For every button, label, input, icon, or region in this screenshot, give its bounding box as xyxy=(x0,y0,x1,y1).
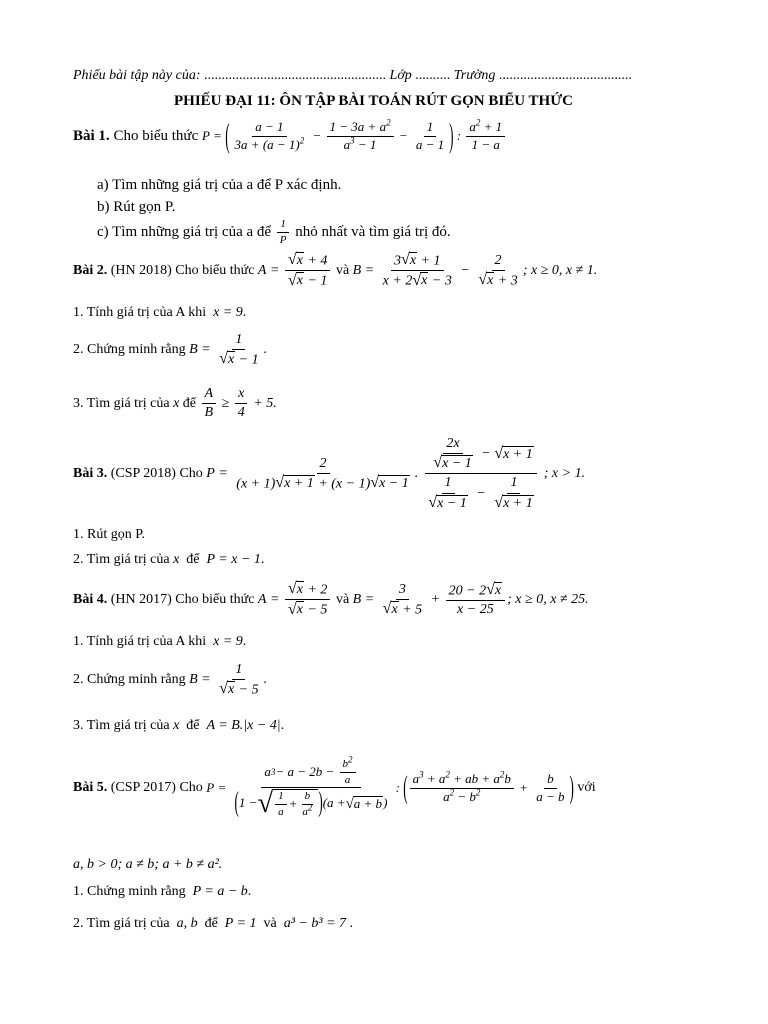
bai1-statement xyxy=(73,115,507,155)
bai5-q1: 1. Chứng minh rằng P = a − b. xyxy=(73,884,252,899)
bai5-cond: a, b > 0; a ≠ b; a + b ≠ a². xyxy=(73,857,223,872)
bai1-item-a: a) Tìm những giá trị của a để P xác định. xyxy=(97,177,342,193)
bai3-q1: 1. Rút gọn P. xyxy=(73,527,145,542)
bai2-and: và xyxy=(335,262,350,278)
bai1-formula: P = ( $\frac{a - 1}{3a + (a - 1)^2}$ − $\frac{1 - 3a + a^2}{a^3 - 1}$ − $\frac{1}{a - 1}$ ) : $\frac{a^2 + 1}{1 - a}$ xyxy=(202,120,507,153)
bai2-statement: Bài 2. (HN 2018) Cho biểu thức A = √ x + 4 √ x − 1 và B = 3 √ x + 1 x + 2 √ x − 3 − 2 √ x + 3 ; x ≥ 0, x ≠ 1. xyxy=(73,251,598,289)
bai2-label: Bài 2. xyxy=(73,262,108,278)
class-label: Lớp xyxy=(389,68,412,83)
bai4-q1: 1. Tính giá trị của A khi x = 9. xyxy=(73,634,247,649)
bai2-intro: (HN 2018) Cho biểu thức xyxy=(110,262,255,278)
page-title: PHIẾU ĐẠI 11: ÔN TẬP BÀI TOÁN RÚT GỌN BIỂU THỨC xyxy=(174,93,573,109)
bai4-cond: ; x ≥ 0, x ≠ 25. xyxy=(507,591,589,607)
bai3-intro: (CSP 2018) Cho xyxy=(110,465,203,481)
bai2-q2: 2. Chứng minh rằng B = 1 √ x − 1 . xyxy=(73,332,268,368)
school-dots: ...................................... xyxy=(498,68,632,83)
bai4-intro: (HN 2017) Cho biểu thức xyxy=(110,591,255,607)
bai5-q2: 2. Tìm giá trị của a, b để P = 1 và a³ − b³ = 7 . xyxy=(73,916,354,931)
bai2-q1: 1. Tính giá trị của A khi x = 9. xyxy=(73,305,247,320)
bai3-cond: ; x > 1. xyxy=(543,465,586,481)
bai4-statement: Bài 4. (HN 2017) Cho biểu thức A = √ x + 2 √ x − 5 và B = 3 √ x + 5 + 20 − 2 √ x x − 25 ; x ≥ 0, x ≠ 25. xyxy=(73,580,589,618)
bai4-q2: 2. Chứng minh rằng B = 1 √ x − 5 . xyxy=(73,662,268,698)
bai5-with: với xyxy=(577,780,596,796)
bai5-intro: (CSP 2017) Cho xyxy=(110,780,203,796)
bai2-cond: ; x ≥ 0, x ≠ 1. xyxy=(522,262,598,278)
bai1-intro: Cho biểu thức xyxy=(113,127,199,144)
bai5-statement: Bài 5. (CSP 2017) Cho P = a 3 − a − 2b − $\frac{b^2}{a}$ ( 1 − √ $\frac{1}{a}$ + $\frac{b}{a^2}$ ) (a + √ a + b ) : ( $\frac{a^3 + a^2 + ab + a^2b}{a^2 - b^2}$ + $\frac{b}{a - b}$ ) với xyxy=(73,754,596,819)
bai5-label: Bài 5. xyxy=(73,780,108,796)
bai1-label: Bài 1. xyxy=(73,127,110,144)
bai4-q3: 3. Tìm giá trị của x để A = B.|x − 4|. xyxy=(73,718,285,733)
bai4-and: và xyxy=(335,591,350,607)
bai3-label: Bài 3. xyxy=(73,465,108,481)
bai1-item-c: c) Tìm những giá trị của a để $\frac{1}{P}$ nhỏ nhất và tìm giá trị đó. xyxy=(97,218,451,246)
bai3-statement: Bài 3. (CSP 2018) Cho P = 2 (x + 1) √ x + 1 + (x − 1) √ x − 1 . 2x √ x − 1 − √ x + 1 1 √ x − 1 − 1 √ x + 1 ; x > 1. xyxy=(73,436,586,511)
owner-dots: .................................................... xyxy=(204,68,387,83)
class-dots: .......... xyxy=(415,68,451,83)
bai2-q3: 3. Tìm giá trị của x để $\frac{A}{B}$ ≥ $\frac{x}{4}$ + 5. xyxy=(73,386,277,421)
school-label: Trường xyxy=(453,68,496,83)
bai4-label: Bài 4. xyxy=(73,591,108,607)
worksheet-owner-line xyxy=(73,68,632,84)
bai3-q2: 2. Tìm giá trị của x để P = x − 1. xyxy=(73,552,265,567)
bai1-item-b: b) Rút gọn P. xyxy=(97,199,176,215)
owner-label: Phiếu bài tập này của: xyxy=(73,68,201,83)
